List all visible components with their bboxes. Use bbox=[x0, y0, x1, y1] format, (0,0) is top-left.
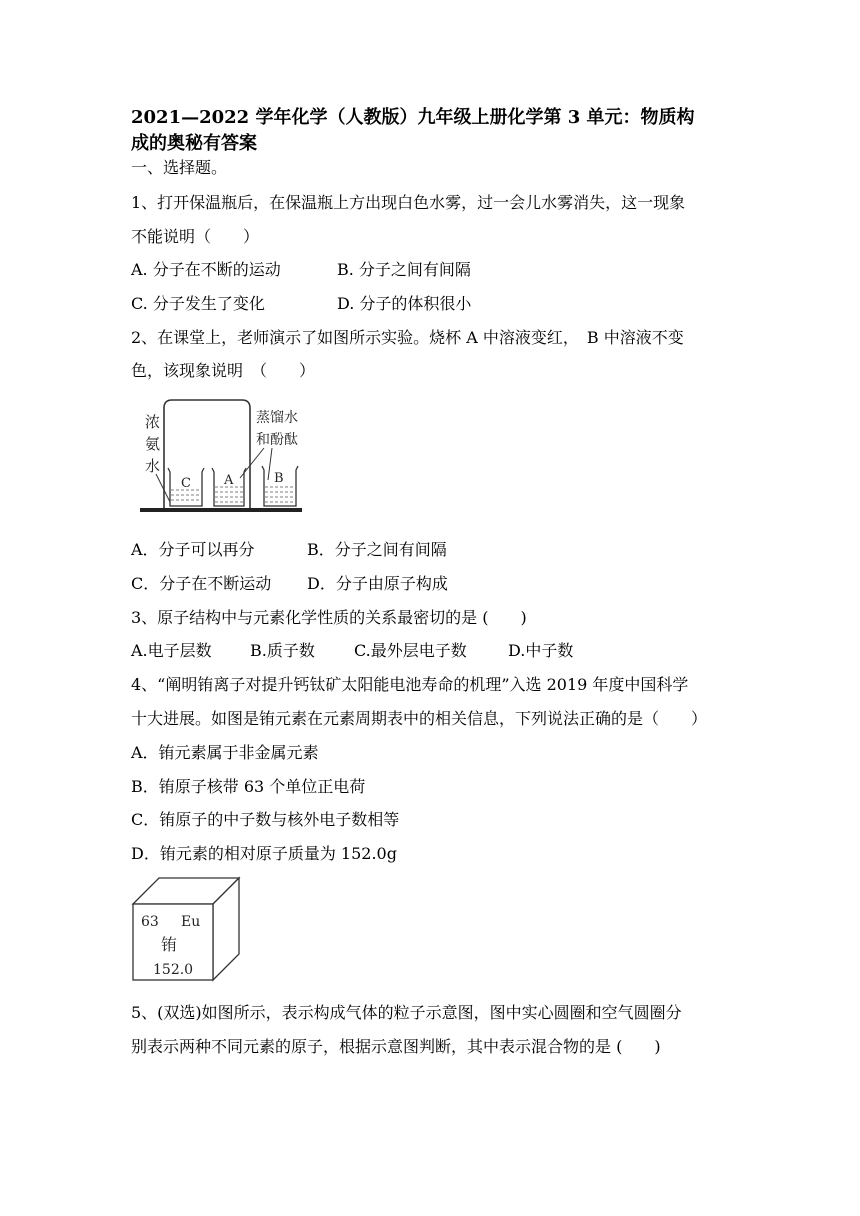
label-concentrated-ammonia-2: 氨 bbox=[145, 435, 161, 453]
doc-title-line-1: 2021—2022 学年化学（人教版）九年级上册化学第 3 单元：物质构 bbox=[131, 107, 695, 128]
label-distilled-water: 蒸馏水 bbox=[256, 410, 298, 426]
pointer-line-left bbox=[156, 474, 170, 502]
q3-option-c: C.最外层电子数 bbox=[354, 641, 467, 660]
q2-option-a: A．分子可以再分 bbox=[131, 540, 255, 559]
q3-option-d: D.中子数 bbox=[508, 641, 574, 660]
q4-option-b: B．铕原子核带 63 个单位正电荷 bbox=[131, 777, 366, 796]
q2-option-c: C．分子在不断运动 bbox=[131, 574, 272, 593]
q5-stem-line-1: 5、(双选)如图所示，表示构成气体的粒子示意图，图中实心圆圈和空气圆圈分 bbox=[131, 1003, 682, 1022]
q3-option-b: B.质子数 bbox=[250, 641, 315, 660]
label-concentrated-ammonia-1: 浓 bbox=[145, 413, 161, 431]
bell-jar bbox=[164, 400, 250, 510]
q2-option-b: B．分子之间有间隔 bbox=[307, 540, 447, 559]
section-heading: 一、选择题。 bbox=[131, 158, 228, 177]
label-concentrated-ammonia-3: 水 bbox=[145, 457, 161, 475]
beaker-c-label: C bbox=[181, 476, 191, 491]
element-atomic-number: 63 bbox=[141, 914, 159, 930]
q3-stem: 3、原子结构中与元素化学性质的关系最密切的是 ( ) bbox=[131, 608, 527, 627]
q1-stem-line-2: 不能说明（ ） bbox=[131, 227, 260, 246]
q2-stem-line-1: 2、在课堂上，老师演示了如图所示实验。烧杯 A 中溶液变红， B 中溶液不变 bbox=[131, 328, 684, 347]
element-atomic-mass: 152.0 bbox=[153, 962, 194, 978]
q1-option-a: A. 分子在不断的运动 bbox=[131, 260, 281, 279]
q1-option-b: B. 分子之间有间隔 bbox=[337, 260, 471, 279]
ammonia-experiment-figure bbox=[136, 394, 308, 518]
q4-option-c: C．铕原子的中子数与核外电子数相等 bbox=[131, 810, 400, 829]
base-plate bbox=[140, 508, 302, 512]
q2-stem-line-2: 色，该现象说明 （ ） bbox=[131, 361, 316, 380]
doc-title-line-2: 成的奥秘有答案 bbox=[131, 133, 257, 154]
beaker-a-label: A bbox=[224, 473, 234, 488]
element-name: 铕 bbox=[161, 935, 178, 954]
q5-stem-line-2: 别表示两种不同元素的原子，根据示意图判断，其中表示混合物的是 ( ) bbox=[131, 1037, 661, 1056]
q4-stem-line-1: 4、“阐明铕离子对提升钙钛矿太阳能电池寿命的机理”入选 2019 年度中国科学 bbox=[131, 675, 689, 694]
element-symbol: Eu bbox=[181, 914, 201, 930]
beaker-b-label: B bbox=[274, 471, 284, 486]
q3-option-a: A.电子层数 bbox=[131, 641, 212, 660]
q1-option-c: C. 分子发生了变化 bbox=[131, 294, 265, 313]
q1-option-d: D. 分子的体积很小 bbox=[337, 294, 472, 313]
label-phenolphthalein: 和酚酞 bbox=[256, 432, 298, 448]
q1-stem-line-1: 1、打开保温瓶后，在保温瓶上方出现白色水雾，过一会儿水雾消失，这一现象 bbox=[131, 193, 686, 212]
q4-stem-line-2: 十大进展。如图是铕元素在元素周期表中的相关信息，下列说法正确的是（ ） bbox=[131, 709, 708, 728]
q2-option-d: D．分子由原子构成 bbox=[307, 574, 448, 593]
q4-option-d: D．铕元素的相对原子质量为 152.0g bbox=[131, 844, 397, 863]
q4-option-a: A．铕元素属于非金属元素 bbox=[131, 743, 319, 762]
element-card-europium bbox=[131, 874, 241, 984]
